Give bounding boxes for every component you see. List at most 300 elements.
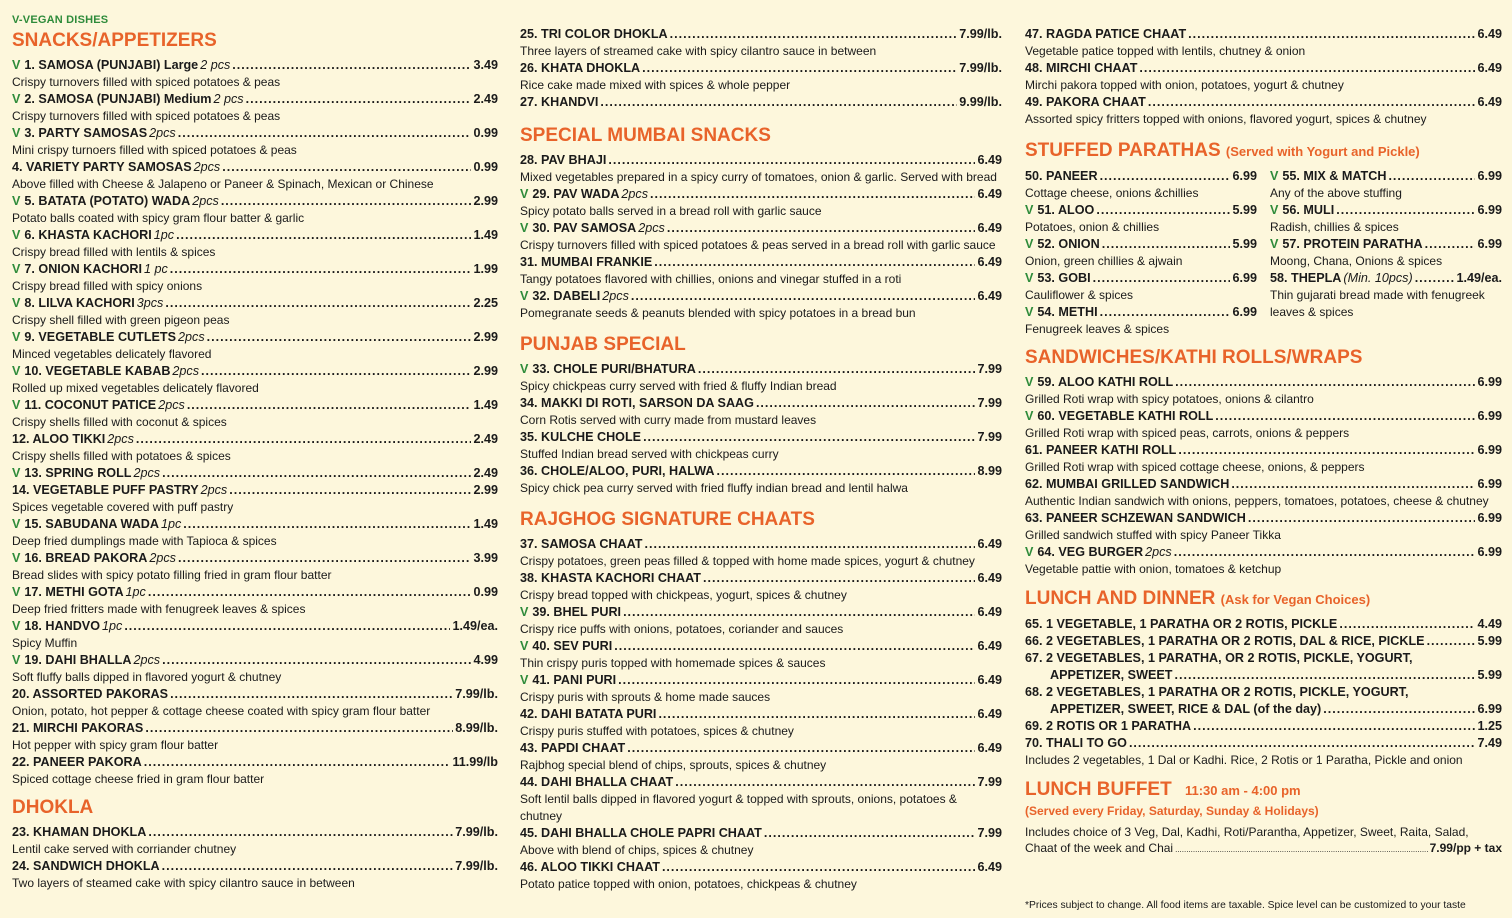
item-quantity: 1pc [160,517,182,531]
item-description: Rolled up mixed vegetables delicately flavored [12,381,259,395]
dot-leader [650,186,975,203]
item-description: Above with blend of chips, spices & chutney [520,843,754,857]
item-price: 11.99/lb [452,755,498,769]
item-line [1025,616,1502,633]
item-name: 58. THEPLA [1270,271,1342,285]
item-name: 54. METHI [1037,305,1098,319]
item-quantity: 2pcs [621,187,649,201]
item-name: 3. PARTY SAMOSAS [24,126,148,140]
item-name-continued: APPETIZER, SWEET [1050,668,1173,682]
item-price: 5.99 [1232,203,1257,217]
item-name: 34. MAKKI DI ROTI, SARSON DA SAAG [520,396,754,410]
item-description: Rice cake made mixed with spices & whole pepper [520,78,791,92]
chaats-list [520,536,1002,893]
dot-leader [667,220,976,237]
menu-item [520,706,1002,740]
dot-leader [170,261,472,278]
item-description: Crispy bread filled with lentils & spices [12,245,216,259]
item-name: 65. 1 VEGETABLE, 1 PARATHA OR 2 ROTIS, PICKLE [1025,617,1338,631]
item-description: Hot pepper with spicy gram flour batter [12,738,219,752]
menu-item [12,550,498,584]
item-line [12,584,498,601]
dot-leader [675,774,975,791]
item-price: 6.49 [977,741,1002,755]
item-price: 5.99 [1232,237,1257,251]
item-line [1025,374,1502,391]
item-line [520,288,1002,305]
item-line [520,740,1002,757]
item-name: 35. KULCHE CHOLE [520,430,642,444]
item-line [12,618,498,635]
dot-leader [145,720,453,737]
item-quantity: 2pcs [1145,545,1172,559]
vegan-mark: V [12,551,21,565]
item-description: Cauliflower & spices [1025,288,1134,302]
dot-leader [1388,168,1475,185]
item-line [12,125,498,142]
item-description: Spices vegetable covered with puff pastry [12,500,234,514]
item-name: 23. KHAMAN DHOKLA [12,825,147,839]
item-line [1270,202,1502,219]
snacks-list [12,57,498,788]
lunch-note: (Ask for Vegan Choices) [1220,592,1371,607]
dot-leader [1100,168,1231,185]
menu-item [1025,26,1502,60]
item-name: 41. PANI PURI [532,673,617,687]
item-price: 6.99 [1477,203,1502,217]
item-line [520,706,1002,723]
menu-item [12,686,498,720]
item-line [12,159,498,176]
sandwiches-list [1025,374,1502,578]
dot-leader [654,254,975,271]
item-line [12,57,498,74]
dot-leader [148,824,453,841]
dot-leader [643,429,975,446]
item-price: 5.99 [1477,668,1502,682]
item-description: Grilled sandwich stuffed with spicy Paneer Tikka [1025,528,1281,542]
item-name: 49. PAKORA CHAAT [1025,95,1146,109]
item-description: Grilled Roti wrap with spiced cottage cheese, onions, & peppers [1025,460,1365,474]
buffet-price-line [1025,840,1502,858]
menu-item [1025,442,1502,476]
vegan-mark: V [1270,237,1279,251]
menu-item [12,363,498,397]
item-quantity: 2pcs [193,160,221,174]
item-name: 26. KHATA DHOKLA [520,61,641,75]
item-line [12,363,498,380]
dot-leader [162,652,471,669]
item-line [520,638,1002,655]
item-price: 6.99 [1232,271,1257,285]
item-line [520,536,1002,553]
item-line-continued [1025,701,1502,718]
item-price: 6.99 [1477,477,1502,491]
item-name: 60. VEGETABLE KATHI ROLL [1037,409,1214,423]
section-title-buffet [1025,779,1502,802]
dot-leader [644,536,975,553]
item-price: 6.49 [977,707,1002,721]
item-quantity: 2pcs [178,330,205,344]
item-name: 10. VEGETABLE KABAB [24,364,171,378]
item-name: 14. VEGETABLE PUFF PASTRY [12,483,199,497]
menu-item [12,125,498,159]
item-name: 24. SANDWICH DHOKLA [12,859,160,873]
item-price: 7.99 [977,362,1002,376]
item-line [12,720,498,737]
dot-leader [1102,236,1231,253]
dot-leader [658,706,975,723]
item-line [12,652,498,669]
dot-leader [1415,270,1455,287]
item-price: 6.99 [1232,169,1257,183]
item-price: 3.49 [473,58,498,72]
menu-item [520,536,1002,570]
menu-item [520,361,1002,395]
item-description: Potato balls coated with spicy gram flour batter & garlic [12,211,305,225]
item-price: 6.49 [977,571,1002,585]
item-quantity: 2 pcs [213,92,244,106]
item-line [520,395,1002,412]
item-price: 6.99 [1477,169,1502,183]
item-price: 6.49 [977,639,1002,653]
item-line [1025,442,1502,459]
dot-leader [124,618,450,635]
item-description: Spicy potato balls served in a bread roll with garlic sauce [520,204,822,218]
dot-leader [207,329,472,346]
lunch-list [1025,616,1502,752]
dot-leader [1139,60,1475,77]
item-line [1025,202,1257,219]
dot-leader [136,431,472,448]
menu-item [12,584,498,618]
item-line [1025,633,1502,650]
item-description: Crispy bread topped with chickpeas, yogurt, spices & chutney [520,588,847,602]
item-description: Spicy chickpeas curry served with fried & fluffy Indian bread [520,379,837,393]
item-name: 28. PAV BHAJI [520,153,607,167]
item-price: 6.99 [1232,305,1257,319]
dot-leader [1100,304,1231,321]
vegan-mark: V [520,187,529,201]
vegan-mark: V [520,289,529,303]
item-line [520,152,1002,169]
menu-item [1025,633,1502,650]
menu-item [1025,374,1502,408]
item-price: 1.99 [473,262,498,276]
item-name: 18. HANDVO [24,619,100,633]
vegan-mark: V [1025,237,1034,251]
dot-leader [162,858,454,875]
item-price: 4.49 [1477,617,1502,631]
item-description: Grilled Roti wrap with spiced peas, carrots, onions & peppers [1025,426,1350,440]
menu-item [1270,270,1502,321]
item-line [520,774,1002,791]
vegan-mark: V [520,639,529,653]
item-line [12,465,498,482]
item-price: 4.99 [473,653,498,667]
item-description: Mirchi pakora topped with onion, potatoes, yogurt & chutney [1025,78,1344,92]
item-line [1025,684,1502,701]
menu-item [1025,94,1502,128]
dot-leader [1188,26,1475,43]
menu-item [12,261,498,295]
vegan-mark: V [12,194,21,208]
item-description: Mini crispy turnoers filled with spiced potatoes & peas [12,143,297,157]
dot-leader [176,227,471,244]
menu-item [12,431,498,465]
item-line [1025,168,1257,185]
item-price: 2.49 [473,466,498,480]
item-price: 6.49 [977,255,1002,269]
vegan-mark: V [520,673,529,687]
item-description: Any of the above stuffing [1270,186,1402,200]
dot-leader [1215,408,1475,425]
menu-item [12,91,498,125]
item-line [1025,304,1257,321]
menu-item [1025,270,1257,304]
item-line [520,463,1002,480]
item-description: Crispy turnovers filled with spiced potatoes & peas [12,75,281,89]
item-price: 2.99 [473,364,498,378]
menu-item [1025,718,1502,735]
item-description: Deep fried fritters made with fenugreek leaves & spices [12,602,306,616]
dot-leader [1096,202,1230,219]
menu-item [520,26,1002,60]
item-name: 61. PANEER KATHI ROLL [1025,443,1177,457]
item-line [1270,168,1502,185]
item-description: Two layers of steamed cake with spicy cilantro sauce in between [12,876,355,890]
vegan-mark: V [12,126,21,140]
item-line [520,361,1002,378]
parathas-left-list [1025,168,1257,338]
item-quantity: 2pcs [638,221,665,235]
dot-leader [1129,735,1476,752]
item-line [12,329,498,346]
menu-column-3 [1025,0,1502,858]
item-price: 2.99 [473,483,498,497]
item-name: 48. MIRCHI CHAAT [1025,61,1138,75]
vegan-mark: V [1025,203,1034,217]
item-quantity: 3pcs [136,296,164,310]
item-name: 8. LILVA KACHORI [24,296,135,310]
menu-item [520,254,1002,288]
item-name: 12. ALOO TIKKI [12,432,106,446]
menu-item [12,652,498,686]
item-price: 2.49 [473,92,498,106]
menu-item [520,604,1002,638]
item-quantity: 2 pcs [200,58,231,72]
vegan-mark: V [12,466,21,480]
menu-item [520,60,1002,94]
item-price: 0.99 [473,160,498,174]
dot-leader [1174,544,1476,561]
item-line [12,482,498,499]
dot-leader [1248,510,1476,527]
item-name: 40. SEV PURI [532,639,613,653]
item-line [12,397,498,414]
item-description: Soft lentil balls dipped in flavored yogurt & topped with sprouts, onions, potatoes & chutney [520,792,957,823]
item-name: 50. PANEER [1025,169,1098,183]
item-line [1025,60,1502,77]
item-price: 1.25 [1477,719,1502,733]
section-title-parathas [1025,140,1502,163]
vegan-mark: V [1025,375,1034,389]
item-line [12,754,498,771]
buffet-description: Includes choice of 3 Veg, Dal, Kadhi, Roti/Parantha, Appetizer, Sweet, Raita, Salad, [1025,825,1469,839]
dot-leader [201,363,471,380]
dot-leader [631,288,976,305]
item-quantity: (Min. 10pcs) [1343,271,1413,285]
vegan-mark: V [12,296,21,310]
item-description: Assorted spicy fritters topped with onions, flavored yogurt, spices & chutney [1025,112,1427,126]
item-price: 6.99 [1477,443,1502,457]
item-description: Vegetable pattie with onion, tomatoes & ketchup [1025,562,1282,576]
dot-leader [1178,442,1475,459]
menu-item [520,94,1002,111]
item-name: 29. PAV WADA [532,187,620,201]
item-name: 1. SAMOSA (PUNJABI) Large [24,58,199,72]
item-name: 15. SABUDANA WADA [24,517,159,531]
item-line [520,220,1002,237]
item-description: Cottage cheese, onions &chillies [1025,186,1199,200]
menu-item [1270,202,1502,236]
item-description: Onion, potato, hot pepper & cottage cheese coated with spicy gram flour batter [12,704,431,718]
thali-description: Includes 2 vegetables, 1 Dal or Kadhi. Rice, 2 Rotis or 1 Paratha, Pickle and onion [1025,753,1463,767]
menu-item [12,754,498,788]
menu-item [12,465,498,482]
item-description: Fenugreek leaves & spices [1025,322,1170,336]
dot-leader [229,482,471,499]
vegan-mark: V [520,362,529,376]
item-name: 51. ALOO [1037,203,1095,217]
item-line [12,193,498,210]
vegan-mark: V [12,364,21,378]
dot-leader [1175,374,1475,391]
item-quantity: 1pc [102,619,123,633]
menu-item [1270,168,1502,202]
menu-item [12,824,498,858]
item-description: Radish, chillies & spices [1270,220,1399,234]
menu-item [520,152,1002,186]
item-line [12,261,498,278]
item-description: Spiced cottage cheese fried in gram flour batter [12,772,265,786]
vegan-mark: V [520,605,529,619]
item-line [520,186,1002,203]
item-line [1270,236,1502,253]
menu-item [1025,510,1502,544]
vegan-mark: V [1270,203,1279,217]
section-title-sandwiches: SANDWICHES/KATHI ROLLS/WRAPS [1025,347,1363,368]
dot-leader [623,604,975,621]
item-description: Thin gujarati bread made with fenugreek leaves & spices [1270,288,1485,319]
item-price: 0.99 [473,585,498,599]
item-description: Bread slides with spicy potato filling fried in gram flour batter [12,568,332,582]
vegan-mark: V [12,517,21,531]
item-quantity: 2pcs [602,289,629,303]
item-description: Three layers of streamed cake with spicy cilantro sauce in between [520,44,877,58]
item-price: 7.49 [1477,736,1502,750]
vegan-mark: V [1025,409,1034,423]
item-name: 5. BATATA (POTATO) WADA [24,194,191,208]
menu-item [520,859,1002,893]
item-name: 70. THALI TO GO [1025,736,1127,750]
item-line [12,295,498,312]
parathas-grid [1025,168,1502,338]
menu-item [520,220,1002,254]
section-title-punjab: PUNJAB SPECIAL [520,334,686,355]
item-name: 17. METHI GOTA [24,585,124,599]
vegan-mark: V [1270,169,1279,183]
vegan-mark: V [12,92,21,106]
dot-leader [1336,202,1475,219]
item-price: 1.49 [473,228,498,242]
item-description: Crispy puris stuffed with potatoes, spices & chutney [520,724,794,738]
vegan-mark: V [12,228,21,242]
item-description: Crispy puris with sprouts & home made sauces [520,690,771,704]
item-price: 2.25 [473,296,498,310]
menu-item [1270,236,1502,270]
item-description: Crispy shells filled with coconut & spices [12,415,227,429]
dot-leader [148,584,472,601]
menu-item [520,463,1002,497]
item-line-continued [1025,667,1502,684]
buffet-schedule: (Served every Friday, Saturday, Sunday & Holidays) [1025,804,1319,818]
buffet-price: 7.99/pp + tax [1429,841,1502,855]
menu-item [12,618,498,652]
item-line [1025,270,1257,287]
item-price: 1.49 [473,517,498,531]
lunch-title-text: LUNCH AND DINNER [1025,588,1216,609]
item-description: Soft fluffy balls dipped in flavored yogurt & chutney [12,670,282,684]
item-name: 63. PANEER SCHZEWAN SANDWICH [1025,511,1246,525]
item-price: 1.49/ea. [1456,271,1502,285]
item-line [1025,94,1502,111]
item-line [12,431,498,448]
item-quantity: 2pcs [149,551,176,565]
item-quantity: 2pcs [172,364,200,378]
item-name: 27. KHANDVI [520,95,599,109]
item-price: 7.99 [977,826,1002,840]
item-price: 6.99 [1477,237,1502,251]
item-line [520,570,1002,587]
item-name: 16. BREAD PAKORA [24,551,148,565]
item-description: Crispy turnovers filled with spiced potatoes & peas [12,109,281,123]
buffet-time: 11:30 am - 4:00 pm [1184,783,1301,798]
item-price: 7.99 [977,775,1002,789]
menu-item [12,193,498,227]
dhokla-continued-list [520,26,1002,111]
vegan-mark: V [12,619,21,633]
item-price: 6.49 [977,860,1002,874]
item-name: 52. ONION [1037,237,1100,251]
item-line [12,686,498,703]
item-description: Pomegranate seeds & peanuts blended with spicy potatoes in a bread bun [520,306,916,320]
item-name: 69. 2 ROTIS OR 1 PARATHA [1025,719,1192,733]
dot-leader [183,516,471,533]
menu-item [520,429,1002,463]
menu-item [520,570,1002,604]
menu-item [12,516,498,550]
dot-leader [187,397,472,414]
vegan-mark: V [1025,305,1034,319]
dot-leader [703,570,976,587]
item-price: 7.99/lb. [959,61,1002,75]
item-line [12,516,498,533]
item-quantity: 1pc [153,228,175,242]
menu-item [12,858,498,892]
vegan-mark: V [12,330,21,344]
item-line [1025,650,1502,667]
